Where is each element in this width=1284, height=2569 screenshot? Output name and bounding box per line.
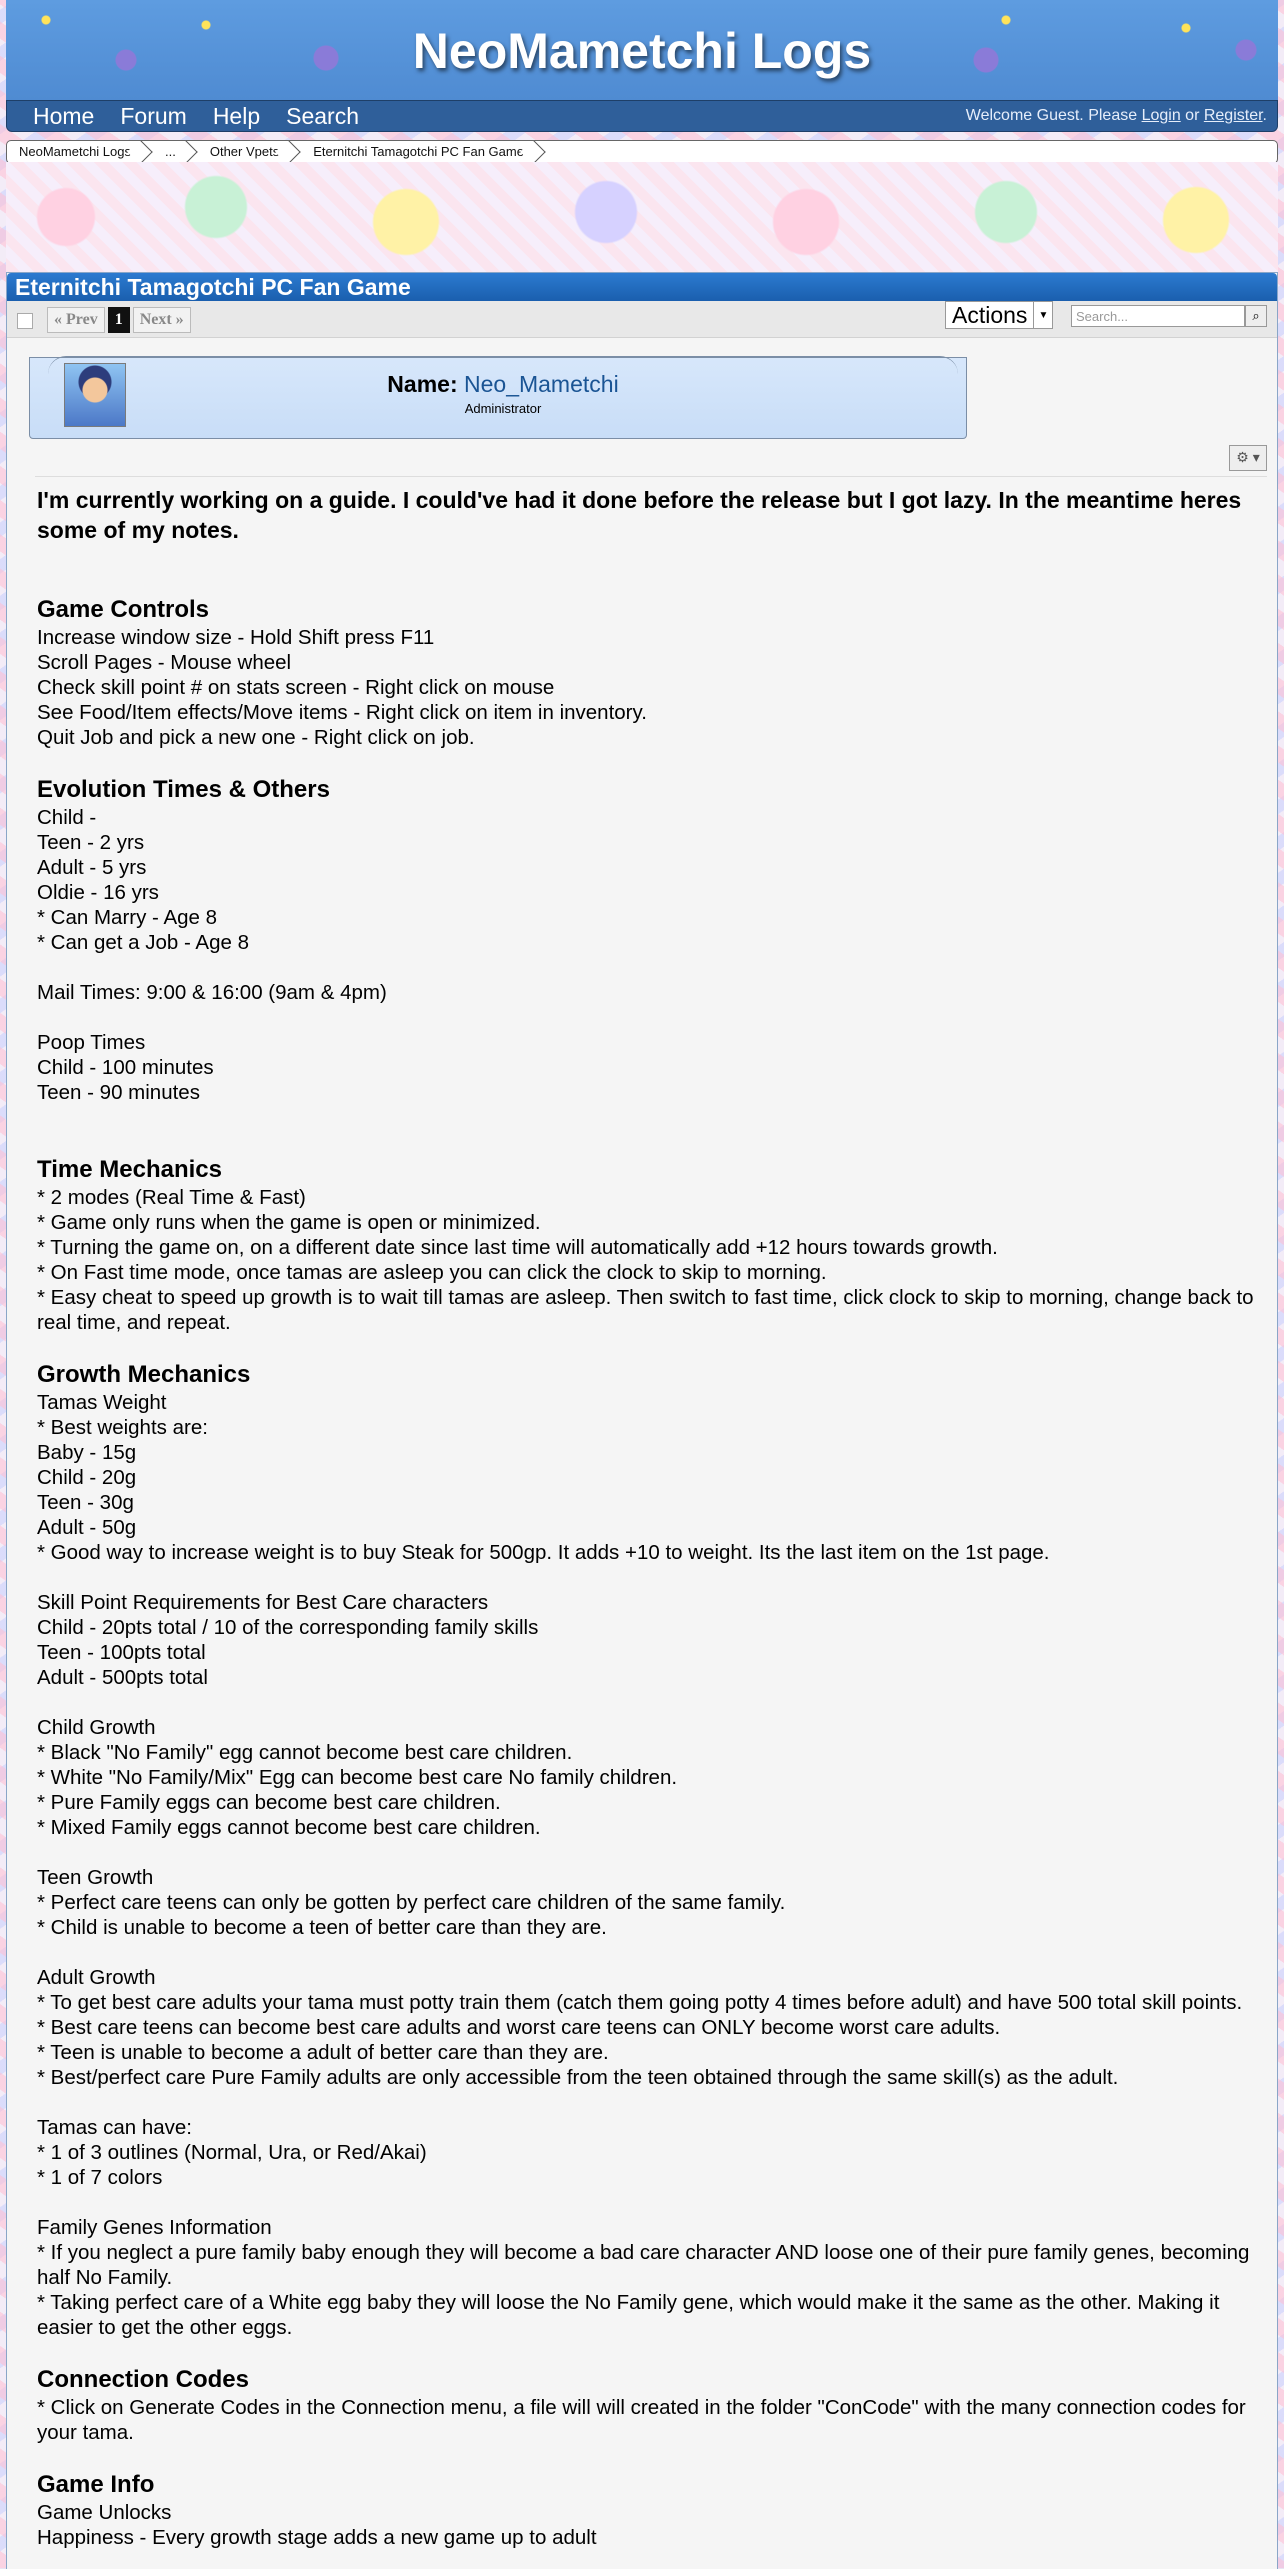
- line: * Child is unable to become a teen of better care than they are.: [37, 1916, 607, 1939]
- prev-page-button[interactable]: « Prev: [47, 307, 105, 333]
- page-wrapper: [6, 0, 1278, 2549]
- mail-times: Mail Times: 9:00 & 16:00 (9am & 4pm): [37, 981, 387, 1004]
- line: * Best care teens can become best care adults and worst care teens can ONLY become worst care adults.: [37, 2016, 1001, 2039]
- line: Child - 20g: [37, 1466, 137, 1489]
- breadcrumb-board[interactable]: Other Vpets: [192, 141, 295, 163]
- login-link[interactable]: Login: [1141, 107, 1181, 124]
- line: Quit Job and pick a new one - Right click on job.: [37, 726, 475, 749]
- nav-help[interactable]: Help: [212, 102, 261, 129]
- actions-label: Actions: [946, 302, 1034, 328]
- topic-title: Eternitchi Tamagotchi PC Fan Game: [7, 273, 1277, 301]
- author-name-line: [48, 371, 958, 398]
- line: Adult - 500pts total: [37, 1666, 208, 1689]
- line: Teen - 2 yrs: [37, 831, 145, 854]
- breadcrumb-topic[interactable]: Eternitchi Tamagotchi PC Fan Game: [295, 141, 540, 163]
- line: * 2 modes (Real Time & Fast): [37, 1186, 306, 1209]
- actions-dropdown[interactable]: [945, 301, 1053, 329]
- line: * Perfect care teens can only be gotten by perfect care children of the same family.: [37, 1891, 786, 1914]
- line: * Taking perfect care of a White egg baby they will loose the No Family gene, which would make it the same as the other. Making it easier to get the other eggs.: [37, 2291, 1220, 2339]
- line: * 1 of 3 outlines (Normal, Ura, or Red/Akai): [37, 2141, 427, 2164]
- line: Baby - 15g: [37, 1441, 137, 1464]
- heading-connection-codes: Connection Codes: [37, 2366, 250, 2393]
- line: * 1 of 7 colors: [37, 2166, 163, 2189]
- line: Happiness - Every growth stage adds a new game up to adult: [37, 2526, 597, 2549]
- line: Oldie - 16 yrs: [37, 881, 159, 904]
- line: * White "No Family/Mix" Egg can become best care No family children.: [37, 1766, 678, 1789]
- line: * Black "No Family" egg cannot become best care children.: [37, 1741, 573, 1764]
- breadcrumb-ellipsis[interactable]: ...: [147, 141, 192, 163]
- line: * Game only runs when the game is open or minimized.: [37, 1211, 541, 1234]
- site-title[interactable]: NeoMametchi Logs: [412, 23, 872, 79]
- line: Scroll Pages - Mouse wheel: [37, 651, 292, 674]
- line: Increase window size - Hold Shift press F11: [37, 626, 435, 649]
- heading-growth-mechanics: Growth Mechanics: [37, 1361, 251, 1388]
- line: * Easy cheat to speed up growth is to wait till tamas are asleep. Then switch to fast time, click clock to skip to morning, change back to real time, and repeat.: [37, 1286, 1254, 1334]
- line: * To get best care adults your tama must potty train them (catch them going potty 4 times before adult) and have 500 total skill points.: [37, 1991, 1243, 2014]
- author-card-inner: [48, 356, 958, 435]
- line: * Teen is unable to become a adult of better care than they are.: [37, 2041, 609, 2064]
- line: Child - 100 minutes: [37, 1056, 214, 1079]
- line: Poop Times: [37, 1031, 146, 1054]
- topic-panel: [6, 272, 1278, 2569]
- topic-toolbar: [7, 301, 1277, 338]
- post-divider: [35, 476, 1267, 477]
- register-link[interactable]: Register: [1203, 107, 1263, 124]
- breadcrumb-home[interactable]: NeoMametchi Logs: [7, 141, 147, 163]
- line: * Good way to increase weight is to buy Steak for 500gp. It adds +10 to weight. Its the last item on the 1st page.: [37, 1541, 1050, 1564]
- topic-search-input[interactable]: Search...: [1071, 305, 1245, 327]
- line: * Best/perfect care Pure Family adults are only accessible from the teen obtained through the same skill(s) as the adult.: [37, 2066, 1119, 2089]
- post-body: [37, 485, 1261, 2550]
- site-header: [6, 0, 1278, 100]
- welcome-or: or: [1180, 107, 1204, 124]
- line: See Food/Item effects/Move items - Right click on item in inventory.: [37, 701, 647, 724]
- line: * If you neglect a pure family baby enough they will become a bad care character AND loose one of their pure family genes, becoming half No Family.: [37, 2241, 1250, 2289]
- select-all-checkbox[interactable]: [17, 313, 33, 329]
- line: Check skill point # on stats screen - Right click on mouse: [37, 676, 555, 699]
- post-author-card: [29, 357, 967, 439]
- line: Child -: [37, 806, 97, 829]
- line: Tamas can have:: [37, 2116, 192, 2139]
- line: Adult - 5 yrs: [37, 856, 147, 879]
- current-page[interactable]: 1: [108, 307, 130, 333]
- line: * Turning the game on, on a different date since last time will automatically add +12 hours towards growth.: [37, 1236, 998, 1259]
- heading-game-info: Game Info: [37, 2471, 155, 2498]
- line: Game Unlocks: [37, 2501, 172, 2524]
- line: * Mixed Family eggs cannot become best care children.: [37, 1816, 541, 1839]
- line: * Click on Generate Codes in the Connection menu, a file will will created in the folder "ConCode" with the many connection codes for your tama.: [37, 2396, 1246, 2444]
- post-intro: I'm currently working on a guide. I could've had it done before the release but I got lazy. In the meantime heres some of my notes.: [37, 487, 1242, 543]
- line: * Pure Family eggs can become best care children.: [37, 1791, 501, 1814]
- line: Adult Growth: [37, 1966, 156, 1989]
- line: Adult - 50g: [37, 1516, 137, 1539]
- line: * Can Marry - Age 8: [37, 906, 218, 929]
- welcome-period: .: [1262, 107, 1267, 124]
- line: Child Growth: [37, 1716, 156, 1739]
- welcome-text: [966, 107, 1267, 125]
- line: Teen - 100pts total: [37, 1641, 206, 1664]
- nav-home[interactable]: Home: [33, 102, 95, 129]
- author-name-link[interactable]: Neo_Mametchi: [464, 371, 619, 397]
- breadcrumb: [6, 140, 1278, 164]
- pagination: [47, 307, 191, 333]
- line: Tamas Weight: [37, 1391, 167, 1414]
- post-options-gear-icon[interactable]: ⚙ ▾: [1229, 445, 1267, 471]
- next-page-button[interactable]: Next »: [133, 307, 191, 333]
- line: Family Genes Information: [37, 2216, 272, 2239]
- chevron-down-icon: ▼: [1038, 309, 1049, 321]
- line: Child - 20pts total / 10 of the corresponding family skills: [37, 1616, 539, 1639]
- line: * Best weights are:: [37, 1416, 208, 1439]
- line: Teen - 30g: [37, 1491, 134, 1514]
- search-icon[interactable]: ⌕: [1245, 305, 1267, 327]
- main-navbar: [6, 100, 1278, 132]
- line: Teen Growth: [37, 1866, 154, 1889]
- nav-search[interactable]: Search: [286, 102, 359, 129]
- line: * On Fast time mode, once tamas are asleep you can click the clock to skip to morning.: [37, 1261, 827, 1284]
- name-label: Name:: [387, 371, 458, 397]
- heading-time-mechanics: Time Mechanics: [37, 1156, 222, 1183]
- welcome-prefix: Welcome Guest. Please: [965, 107, 1142, 124]
- line: Teen - 90 minutes: [37, 1081, 200, 1104]
- line: * Can get a Job - Age 8: [37, 931, 249, 954]
- line: Skill Point Requirements for Best Care characters: [37, 1591, 489, 1614]
- author-role: Administrator: [464, 401, 542, 416]
- heading-game-controls: Game Controls: [37, 596, 210, 623]
- heading-evolution: Evolution Times & Others: [37, 776, 330, 803]
- nav-forum[interactable]: Forum: [120, 102, 187, 129]
- site-banner-image: [6, 162, 1278, 272]
